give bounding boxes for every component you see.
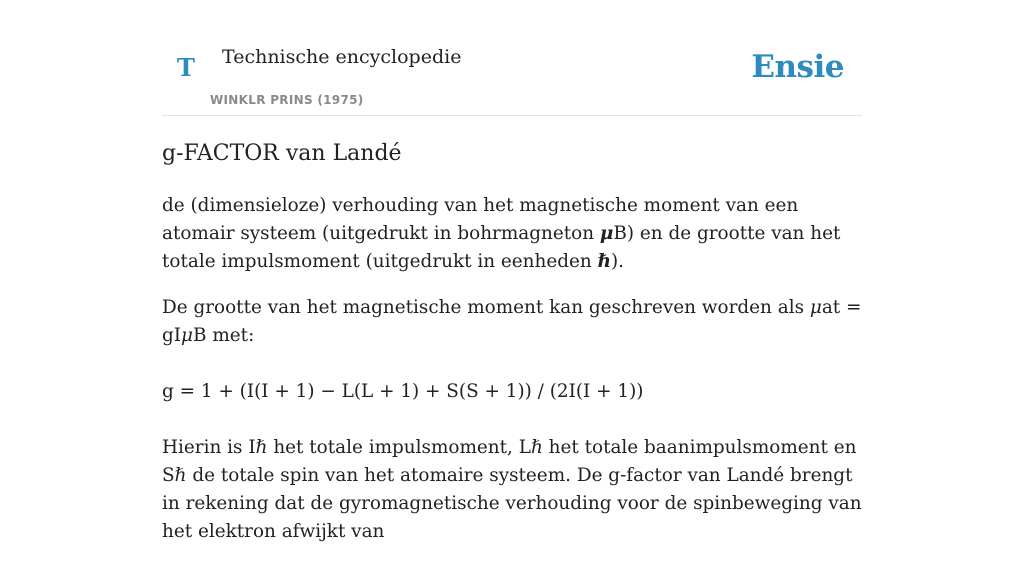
- text-run: de (dimensieloze) verhouding van het magnetische moment van een atomair systeem (uitgedrukt in bohrmagneton: [162, 195, 799, 244]
- article: [162, 138, 864, 564]
- text-run: De grootte van het magnetische moment kan geschreven worden als: [162, 297, 810, 318]
- mu-symbol: μ: [809, 297, 822, 318]
- moment-paragraph: [162, 294, 864, 350]
- text-run: ).: [610, 251, 624, 272]
- mu-symbol: μ: [181, 325, 193, 346]
- header: [162, 0, 862, 116]
- explanation-paragraph: [162, 434, 864, 546]
- hbar-symbol: ℏ: [530, 437, 543, 458]
- encyclopedia-title[interactable]: Technische encyclopedie: [222, 46, 462, 68]
- text-run: de totale spin van het atomaire systeem. De g-factor van Landé brengt in rekening dat de gyromagnetische verhouding voor de spinbeweging van het elektron afwijkt van: [162, 465, 862, 542]
- hbar-symbol: ℏ: [597, 251, 611, 272]
- hbar-symbol: ℏ: [255, 437, 268, 458]
- hbar-symbol: ℏ: [174, 465, 187, 486]
- text-run: Hierin is I: [162, 437, 256, 458]
- text-run: B met:: [193, 325, 255, 346]
- text-run: at = gI: [162, 297, 862, 346]
- brand-logo[interactable]: Ensie: [751, 49, 844, 85]
- article-title: g-FACTOR van Landé: [162, 141, 402, 166]
- text-run: het totale baanimpulsmoment en S: [162, 437, 857, 486]
- definition-paragraph: [162, 192, 864, 276]
- text-run: B) en de grootte van het totale impulsmoment (uitgedrukt in eenheden: [162, 223, 841, 272]
- lande-formula: g = 1 + (I(I + 1) − L(L + 1) + S(S + 1)) / (2I(I + 1)): [162, 381, 644, 402]
- text-run: het totale impulsmoment, L: [267, 437, 531, 458]
- mu-symbol: μ: [599, 223, 614, 244]
- edition-label: WINKLR PRINS (1975): [210, 93, 364, 107]
- encyclopedia-logo[interactable]: T: [177, 53, 195, 82]
